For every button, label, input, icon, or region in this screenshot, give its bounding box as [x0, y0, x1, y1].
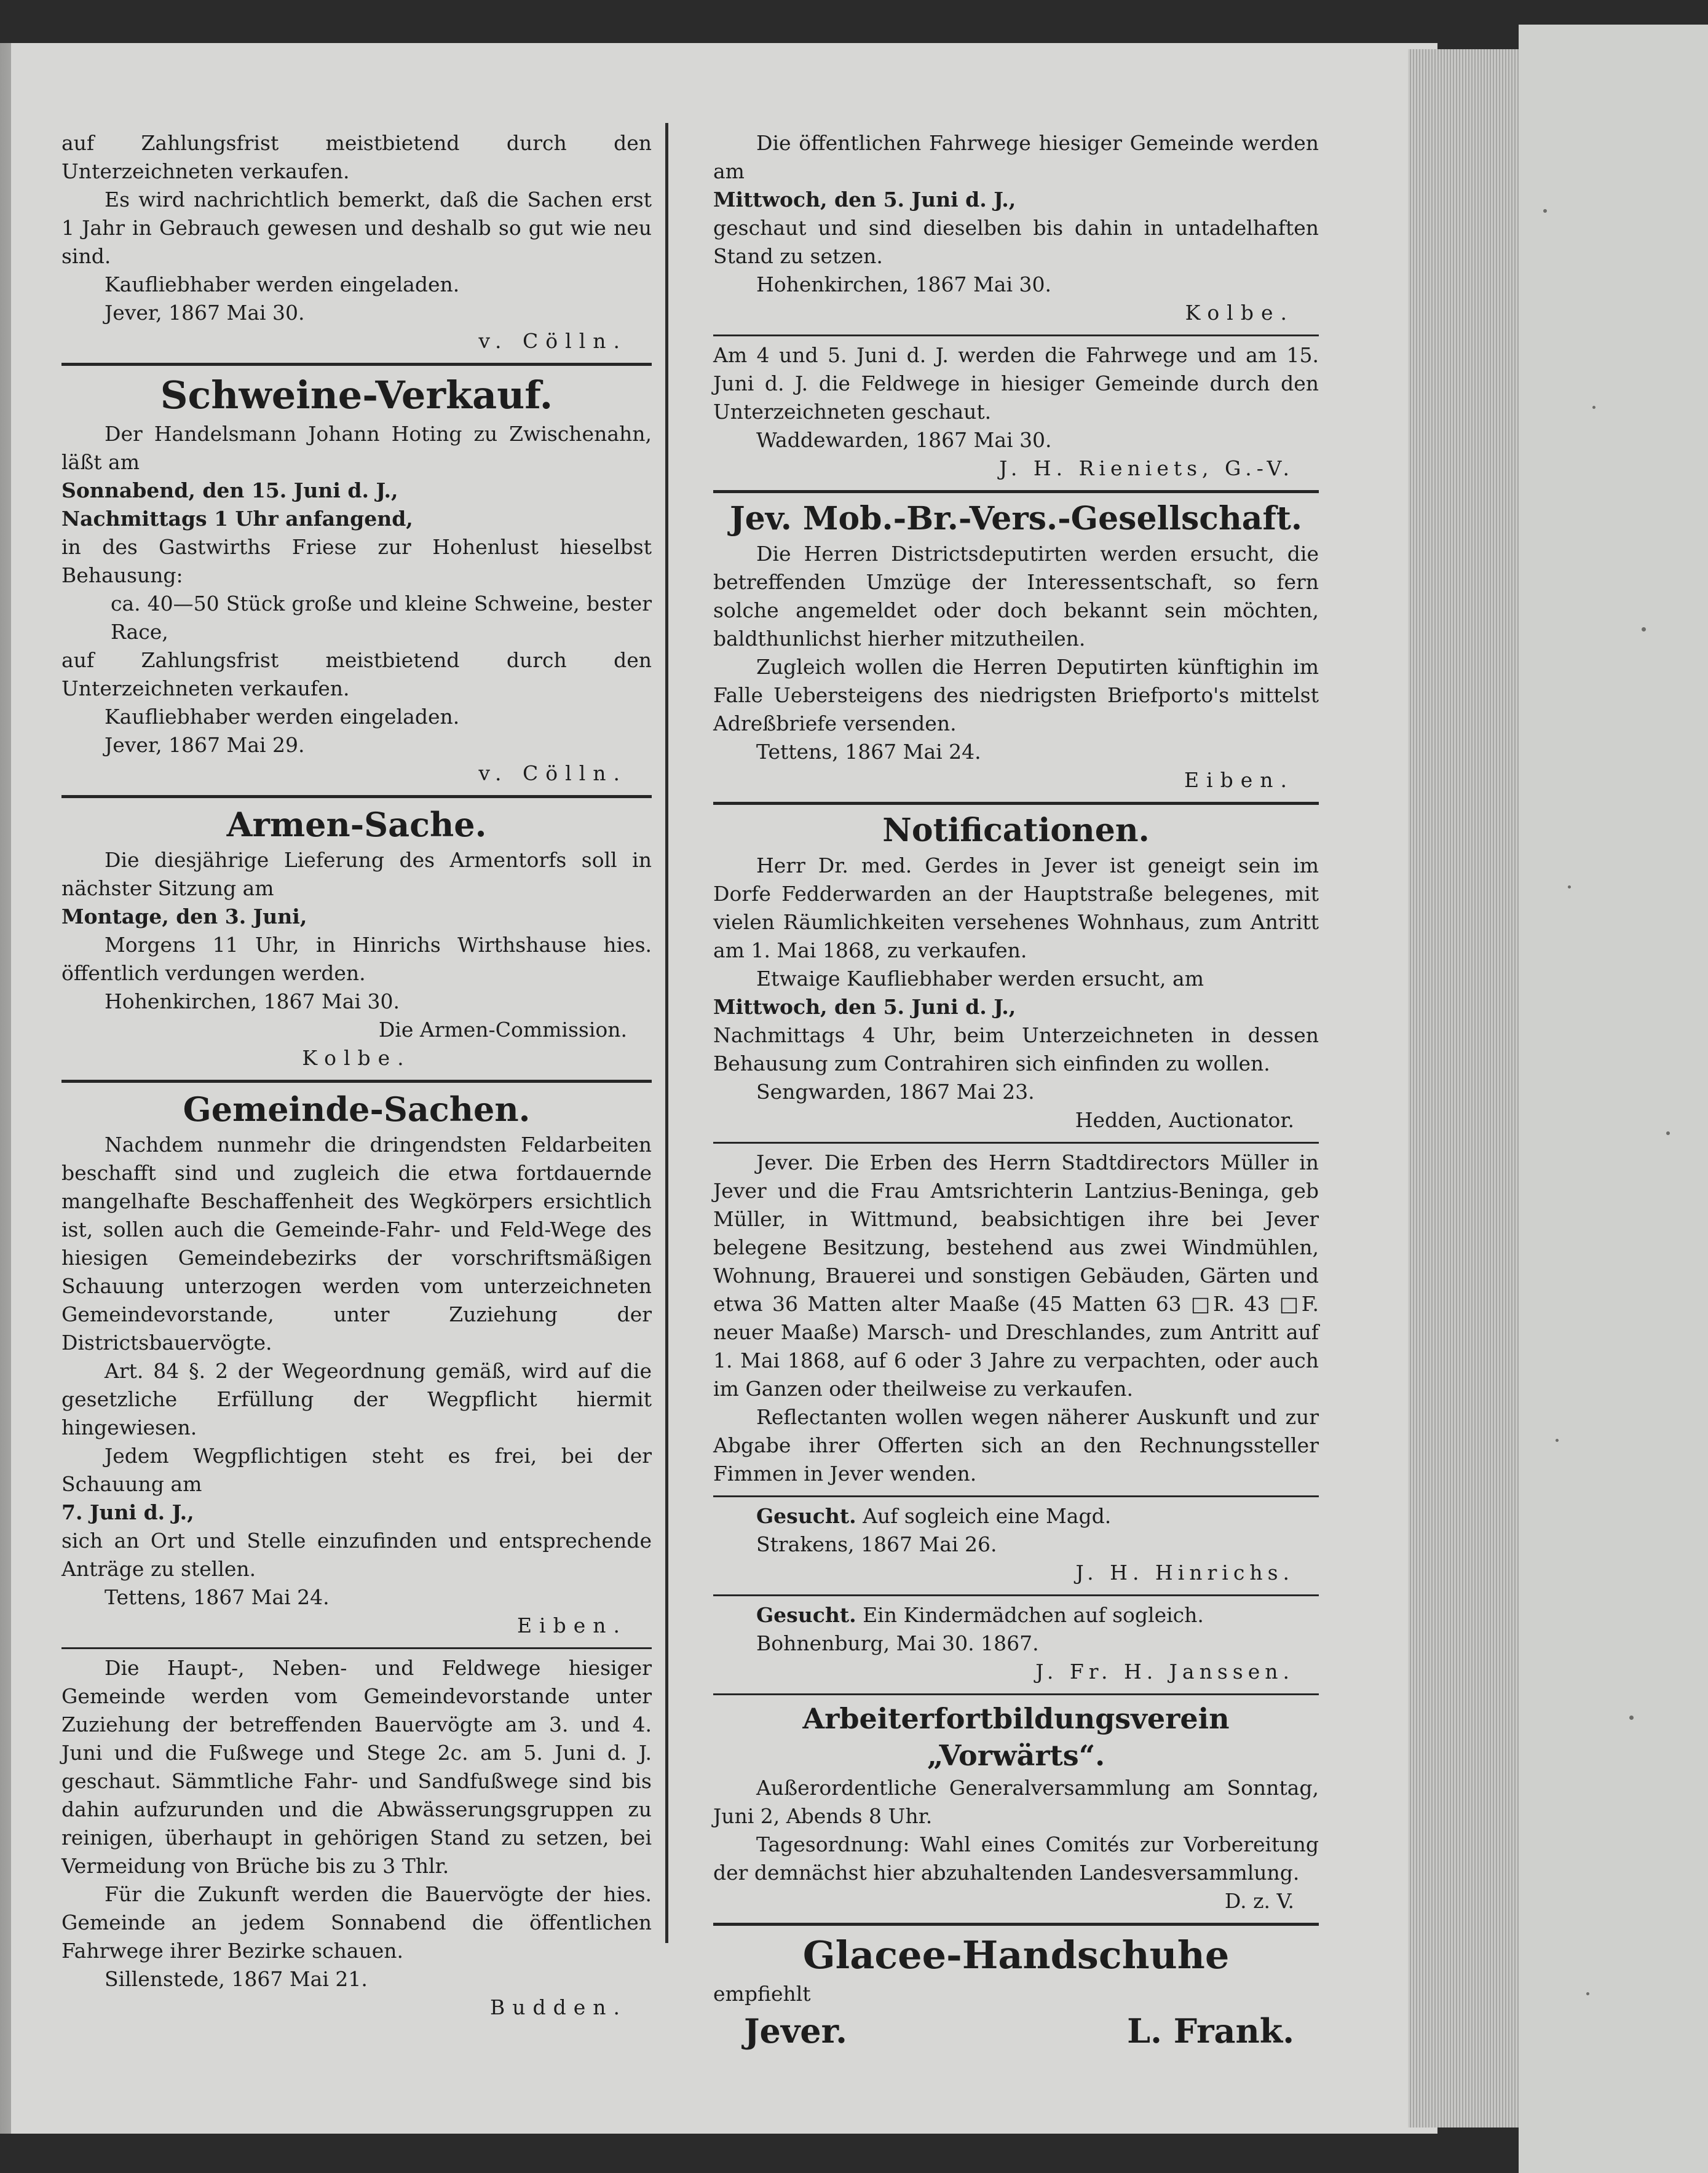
separator-rule [713, 1142, 1319, 1144]
ad-text: Jedem Wegpflichtigen steht es frei, bei der Schauung am [61, 1444, 652, 1496]
ad-heading: „Vorwärts“. [927, 1739, 1105, 1772]
ad-dateline: Strakens, 1867 Mai 26. [756, 1532, 997, 1556]
ad-heading: Armen-Sache. [226, 805, 487, 844]
ad-text: geschaut und sind dieselben bis dahin in untadelhaften Stand zu setzen. [713, 216, 1319, 268]
separator-rule [713, 1594, 1319, 1596]
separator-rule [713, 490, 1319, 493]
ad-heading: Glacee-Handschuhe [802, 1933, 1230, 1977]
ad-signature: Hedden, Auctionator. [1075, 1108, 1294, 1132]
separator-rule [713, 1923, 1319, 1926]
ad-text: Am 4 und 5. Juni d. J. werden die Fahrwege und am 15. Juni d. J. die Feldwege in hiesiger Gemeinde durch den Unterzeichneten geschaut. [713, 343, 1319, 424]
ad-jever-besitzung [713, 1149, 1319, 1488]
separator-rule [713, 334, 1319, 336]
ad-text: Nachdem nunmehr die dringendsten Feldarbeiten beschafft sind und zugleich die etwa fortdauernde mangelhafte Beschaffenheit des Wegkörpers ersichtlich ist, sollen auch die Gemeinde-Fahr- und Feld-Wege des hiesigen Gemeindebezirks der vorschriftsmäßigen Schauung unterzogen werden vom unterzeichneten Gemeindevorstande, unter Zuziehung der Districtsbauervögte. [61, 1133, 652, 1355]
ad-signature: D. z. V. [1224, 1889, 1294, 1913]
ad-text: Zugleich wollen die Herren Deputirten künftighin im Falle Uebersteigens des niedrigsten Briefporto's mittelst Adreßbriefe versenden. [713, 655, 1319, 735]
ad-heading: Schweine-Verkauf. [160, 373, 553, 418]
ad-notificationen [713, 810, 1319, 1134]
ad-signature: v. Cölln. [478, 761, 627, 785]
ad-signature: Kolbe. [302, 1046, 411, 1070]
ad-organisation: Die Armen-Commission. [378, 1018, 627, 1042]
ad-text: Außerordentliche Generalversammlung am Sonntag, Juni 2, Abends 8 Uhr. [713, 1776, 1319, 1828]
ad-label: Gesucht. [756, 1504, 856, 1528]
ad-text: Auf sogleich eine Magd. [863, 1504, 1112, 1528]
ad-text: auf Zahlungsfrist meistbietend durch den Unterzeichneten verkaufen. [61, 648, 652, 700]
ad-text: Kaufliebhaber werden eingeladen. [105, 705, 460, 729]
ad-text: sich an Ort und Stelle einzufinden und entsprechende Anträge zu stellen. [61, 1529, 652, 1581]
ad-heading: Arbeiterfortbildungsverein [802, 1702, 1230, 1735]
book-cover-board [1519, 25, 1708, 2173]
ad-text: Der Handelsmann Johann Hoting zu Zwischenahn, läßt am [61, 422, 652, 474]
ad-arbeiterfortbildungsverein [713, 1700, 1319, 1915]
ad-dateline: Jever, 1867 Mai 29. [105, 733, 305, 757]
ad-text: ca. 40—50 Stück große und kleine Schweine, bester Race, [111, 592, 652, 644]
separator-rule [61, 363, 652, 366]
ad-text: Nachmittags 4 Uhr, beim Unterzeichneten in dessen Behausung zum Contrahiren sich einfinden zu wollen. [713, 1023, 1319, 1075]
ad-dateline: Jever, 1867 Mai 30. [105, 301, 305, 325]
ad-fahrwege-waddewarden [713, 341, 1319, 483]
ad-date: Mittwoch, den 5. Juni d. J., [713, 188, 1016, 212]
ad-dateline: Hohenkirchen, 1867 Mai 30. [105, 989, 400, 1013]
ad-armen-sache [61, 803, 652, 1072]
ad-dateline: Sengwarden, 1867 Mai 23. [756, 1080, 1035, 1104]
ad-text: Tagesordnung: Wahl eines Comités zur Vorbereitung der demnächst hier abzuhaltenden Landesversammlung. [713, 1832, 1319, 1885]
ad-text: Die Herren Districtsdeputirten werden ersucht, die betreffenden Umzüge der Interessentschaft, so fern solche angemeldet oder doch bekannt sein möchten, baldthunlichst hierher mitzutheilen. [713, 542, 1319, 651]
separator-rule [61, 1647, 652, 1649]
ad-text: Morgens 11 Uhr, in Hinrichs Wirthshause hies. öffentlich verdungen werden. [61, 933, 652, 985]
ad-dateline: Waddewarden, 1867 Mai 30. [756, 428, 1052, 452]
ad-dateline: Bohnenburg, Mai 30. 1867. [756, 1631, 1039, 1655]
ad-date: 7. Juni d. J., [61, 1500, 194, 1524]
ad-signature: J. Fr. H. Janssen. [1035, 1660, 1294, 1684]
ad-text: Kaufliebhaber werden eingeladen. [105, 272, 460, 296]
ad-text: in des Gastwirths Friese zur Hohenlust hieselbst Behausung: [61, 535, 652, 587]
ad-signature: J. H. Rieniets, G.-V. [999, 456, 1294, 480]
ad-signature: J. H. Hinrichs. [1075, 1561, 1294, 1585]
ad-signature: Eiben. [516, 1613, 627, 1637]
ad-place: Jever. [744, 2011, 847, 2051]
ad-signature: L. Frank. [1127, 2011, 1294, 2051]
ad-dateline: Hohenkirchen, 1867 Mai 30. [756, 272, 1051, 296]
ad-signature: Kolbe. [1185, 301, 1294, 325]
ad-heading: Gemeinde-Sachen. [183, 1090, 531, 1129]
ad-text: Jever. Die Erben des Herrn Stadtdirectors Müller in Jever und die Frau Amtsrichterin Lantzius-Beninga, geb Müller, in Wittmund, beabsichtigen ihre bei Jever belegene Besitzung, bestehend aus zwei Windmühlen, Wohnung, Brauerei und sonstigen Gebäuden, Gärten und etwa 36 Matten alter Maaße (45 Matten 63 □R. 43 □F. neuer Maaße) Marsch- und Dreschlandes, zum Antritt auf 1. Mai 1868, auf 6 oder 3 Jahre zu verpachten, oder auch im Ganzen oder theilweise zu verkaufen. [713, 1150, 1319, 1401]
ad-text: auf Zahlungsfrist meistbietend durch den Unterzeichneten verkaufen. [61, 131, 652, 183]
ad-text: Etwaige Kaufliebhaber werden ersucht, am [756, 967, 1204, 991]
left-column [61, 129, 652, 2022]
ad-text: Für die Zukunft werden die Bauervögte der hies. Gemeinde an jedem Sonnabend die öffentlichen Fahrwege ihrer Bezirke schauen. [61, 1882, 652, 1963]
ad-dateline: Sillenstede, 1867 Mai 21. [105, 1967, 368, 1991]
ad-gesucht-magd [713, 1502, 1319, 1587]
ad-text: Reflectanten wollen wegen näherer Auskunft und zur Abgabe ihrer Offerten sich an den Rechnungssteller Fimmen in Jever wenden. [713, 1405, 1319, 1486]
ad-mobiliar-versicherung [713, 498, 1319, 794]
ad-text: Ein Kindermädchen auf sogleich. [863, 1603, 1204, 1627]
ad-gesucht-kindermaedchen [713, 1601, 1319, 1686]
ad-auction-continued [61, 129, 652, 355]
ad-heading: Jev. Mob.-Br.-Vers.-Gesellschaft. [730, 500, 1302, 537]
column-divider [665, 123, 668, 1943]
ad-schweine-verkauf [61, 371, 652, 788]
separator-rule [61, 795, 652, 798]
ad-date: Mittwoch, den 5. Juni d. J., [713, 995, 1016, 1019]
ad-wegeschau-sillenstede [61, 1654, 652, 2022]
ad-time: Nachmittags 1 Uhr anfangend, [61, 507, 413, 531]
ad-signature: Eiben. [1184, 768, 1294, 792]
ad-heading: Notificationen. [882, 812, 1150, 849]
ad-signature: Budden. [489, 1995, 627, 2019]
ad-dateline: Tettens, 1867 Mai 24. [105, 1585, 330, 1609]
separator-rule [713, 1693, 1319, 1695]
right-column [713, 129, 1319, 2054]
separator-rule [713, 802, 1319, 805]
ad-signature: v. Cölln. [478, 329, 627, 353]
ad-text: Die diesjährige Lieferung des Armentorfs soll in nächster Sitzung am [61, 848, 652, 900]
ad-text: Die Haupt-, Neben- und Feldwege hiesiger Gemeinde werden vom Gemeindevorstande unter Zuziehung der betreffenden Bauervögte am 3. und 4. Juni und die Fußwege und Stege 2c. am 5. Juni d. J. geschaut. Sämmtliche Fahr- und Sandfußwege sind bis dahin aufzurunden und die Abwässerungsgruppen zu reinigen, überhaupt in gehörigen Stand zu setzen, bei Vermeidung von Brüche bis zu 3 Thlr. [61, 1656, 652, 1878]
ad-gemeinde-sachen [61, 1088, 652, 1640]
page-edges [1408, 49, 1525, 2127]
separator-rule [61, 1080, 652, 1083]
separator-rule [713, 1495, 1319, 1497]
ad-text: empfiehlt [713, 1982, 811, 2006]
ad-text: Herr Dr. med. Gerdes in Jever ist geneigt sein im Dorfe Fedderwarden an der Hauptstraße belegenes, mit vielen Räumlichkeiten versehenes Wohnhaus, zum Antritt am 1. Mai 1868, zu verkaufen. [713, 853, 1319, 962]
ad-date: Sonnabend, den 15. Juni d. J., [61, 478, 398, 502]
ad-text: Art. 84 §. 2 der Wegeordnung gemäß, wird auf die gesetzliche Erfüllung der Wegpflicht hiermit hingewiesen. [61, 1359, 652, 1439]
ad-fahrwege-hohenkirchen [713, 129, 1319, 327]
ad-dateline: Tettens, 1867 Mai 24. [756, 740, 981, 764]
ad-glacee-handschuhe [713, 1931, 1319, 2054]
ad-date: Montage, den 3. Juni, [61, 904, 307, 928]
ad-text: Die öffentlichen Fahrwege hiesiger Gemeinde werden am [713, 131, 1319, 183]
ad-label: Gesucht. [756, 1603, 856, 1627]
ad-text: Es wird nachrichtlich bemerkt, daß die Sachen erst 1 Jahr in Gebrauch gewesen und deshalb so gut wie neu sind. [61, 188, 652, 268]
